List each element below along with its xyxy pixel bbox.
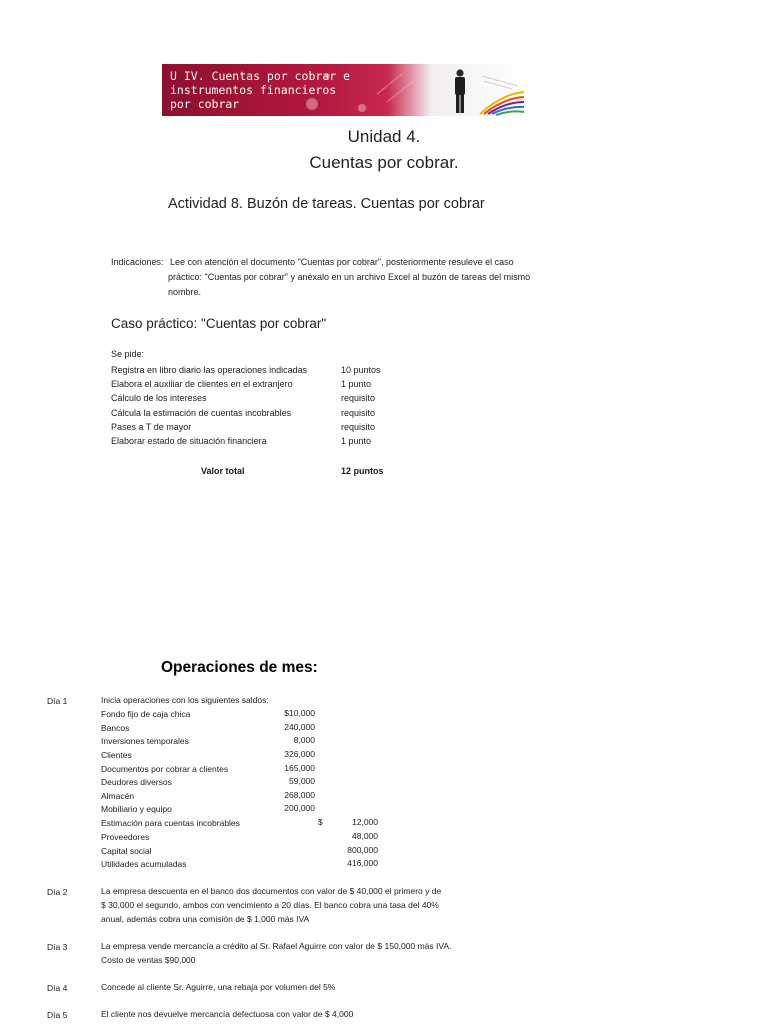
account-amount: 800,000 bbox=[347, 845, 378, 855]
account-amount: 268,000 bbox=[284, 790, 315, 800]
account-name: Capital social bbox=[101, 846, 152, 856]
operation-text: anual, además cobra una comisión de $ 1,000 más IVA bbox=[101, 914, 310, 924]
operation-text: La empresa vende mercancía a crédito al Sr. Rafael Aguirre con valor de $ 150,000 más IVA. bbox=[101, 941, 452, 951]
account-name: Clientes bbox=[101, 750, 132, 760]
account-name: Deudores diversos bbox=[101, 777, 172, 787]
account-name: Inversiones temporales bbox=[101, 736, 189, 746]
account-amount: 200,000 bbox=[284, 803, 315, 813]
banner-title: U IV. Cuentas por cobrar e instrumentos financieros por cobrar bbox=[170, 69, 351, 111]
unit-banner bbox=[162, 64, 526, 116]
account-name: Utilidades acumuladas bbox=[101, 859, 187, 869]
account-amount: 59,000 bbox=[289, 776, 315, 786]
day-label: Día 4 bbox=[47, 983, 68, 993]
account-amount: 165,000 bbox=[284, 763, 315, 773]
account-amount: 326,000 bbox=[284, 749, 315, 759]
requirement-points: requisito bbox=[341, 408, 376, 418]
colorful-rays-icon bbox=[480, 92, 524, 115]
day-label: Día 2 bbox=[47, 887, 68, 897]
account-name: Bancos bbox=[101, 723, 130, 733]
day-label: Día 1 bbox=[47, 696, 68, 706]
requirement-points: 1 punto bbox=[341, 436, 372, 446]
operation-text: El cliente nos devuelve mercancía defectuosa con valor de $ 4,000 bbox=[101, 1009, 354, 1019]
operation-text: Concede al cliente Sr. Aguirre, una rebaja por volumen del 5% bbox=[101, 982, 336, 992]
account-name: Fondo fijo de caja chica bbox=[101, 709, 191, 719]
operations-title: Operaciones de mes: bbox=[161, 659, 318, 676]
account-amount: 12,000 bbox=[352, 817, 378, 827]
requirement-task: Elabora el auxiliar de clientes en el extranjero bbox=[111, 379, 293, 389]
case-title: Caso práctico: "Cuentas por cobrar" bbox=[111, 316, 327, 331]
operation-text: Costo de ventas $90,000 bbox=[101, 955, 196, 965]
operation-text: La empresa descuenta en el banco dos documentos con valor de $ 40,000 el primero y de bbox=[101, 886, 442, 896]
requirement-points: 10 puntos bbox=[341, 365, 381, 375]
account-amount: 416,000 bbox=[347, 858, 378, 868]
requirement-task: Pases a T de mayor bbox=[111, 422, 192, 432]
account-name: Mobiliario y equipo bbox=[101, 804, 172, 814]
day-label: Día 3 bbox=[47, 942, 68, 952]
account-name: Estimación para cuentas incobrables bbox=[101, 818, 240, 828]
instructions-label: Indicaciones: bbox=[111, 257, 164, 267]
requirement-points: requisito bbox=[341, 393, 376, 403]
total-label: Valor total bbox=[201, 466, 245, 476]
requirement-task: Cálcula la estimación de cuentas incobrables bbox=[111, 408, 292, 418]
se-pide-label: Se pide: bbox=[111, 349, 145, 359]
requirement-task: Cálculo de los intereses bbox=[111, 393, 207, 403]
account-amount: $10,000 bbox=[284, 708, 315, 718]
account-name: Documentos por cobrar a clientes bbox=[101, 764, 229, 774]
operation-text: $ 30,000 el segundo, ambos con vencimiento a 20 días. El banco cobra una tasa del 40% bbox=[101, 900, 439, 910]
account-amount: 240,000 bbox=[284, 722, 315, 732]
currency-sign: $ bbox=[318, 817, 323, 827]
instructions-line: Lee con atención el documento "Cuentas por cobrar", posteriormente resuleve el caso bbox=[170, 257, 514, 267]
account-amount: 8,000 bbox=[293, 735, 315, 745]
requirement-task: Elaborar estado de situación financiera bbox=[111, 436, 267, 446]
account-name: Proveedores bbox=[101, 832, 150, 842]
unit-number: Unidad 4. bbox=[347, 127, 421, 146]
unit-title: Cuentas por cobrar. bbox=[309, 153, 459, 172]
total-value: 12 puntos bbox=[341, 466, 384, 476]
account-name: Almacén bbox=[101, 791, 135, 801]
requirement-points: requisito bbox=[341, 422, 376, 432]
account-amount: 48,000 bbox=[352, 831, 378, 841]
instructions-line: práctico: "Cuentas por cobrar" y anéxalo en un archivo Excel al buzón de tareas del mismo bbox=[168, 272, 531, 282]
instructions-line: nombre. bbox=[168, 287, 202, 297]
activity-title: Actividad 8. Buzón de tareas. Cuentas por cobrar bbox=[168, 196, 485, 212]
day1-intro: Inicia operaciones con los siguientes saldos: bbox=[101, 695, 269, 705]
requirement-points: 1 punto bbox=[341, 379, 372, 389]
businessman-icon bbox=[455, 69, 465, 113]
day-label: Día 5 bbox=[47, 1010, 68, 1020]
requirement-task: Registra en libro diario las operaciones indicadas bbox=[111, 365, 308, 375]
